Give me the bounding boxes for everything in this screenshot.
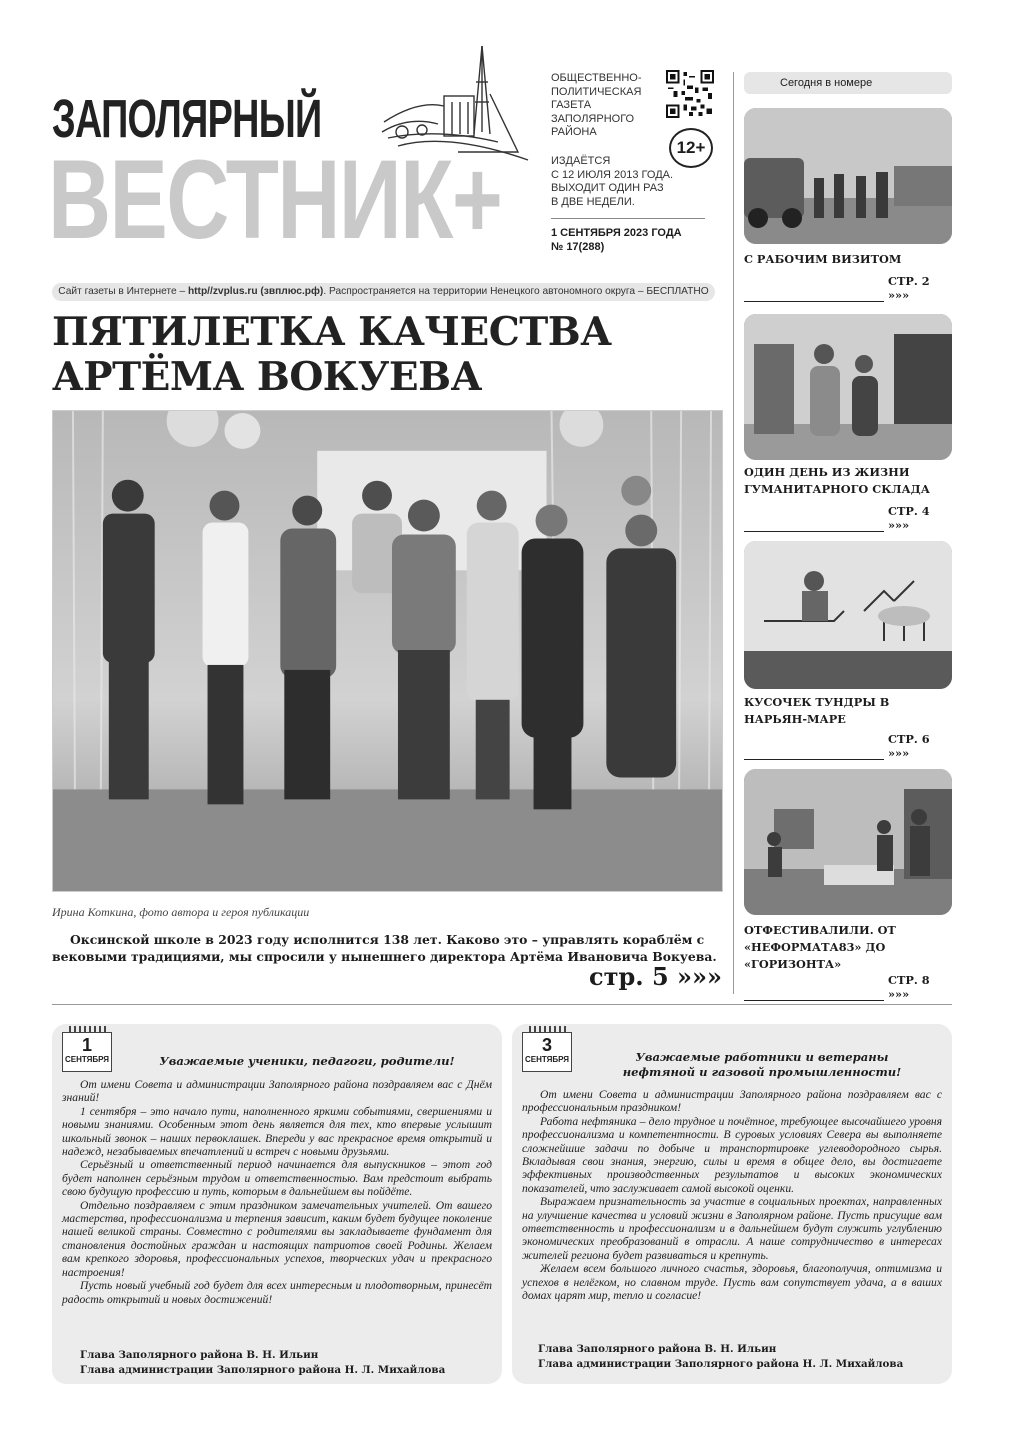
article-lead: Оксинской школе в 2023 году исполнится 138 лет. Каково это – управлять кораблём с вековыми традициями, мы спросили у нынешнего директора Артёма Ивановича Вокуева. xyxy=(52,932,717,964)
teaser-title[interactable]: ОТФЕСТИВАЛИЛИ. ОТ «НЕФОРМАТА83» ДО «ГОРИЗОНТА» xyxy=(744,923,896,971)
teaser-page-link[interactable] xyxy=(744,504,954,532)
greeting-signatures xyxy=(538,1342,948,1372)
logo-title-line1: ЗАПОЛЯРНЫЙ xyxy=(52,89,322,149)
site-url-link[interactable]: http//zvplus.ru (звплюс.рф) xyxy=(187,286,324,297)
issue-date: 1 СЕНТЯБРЯ 2023 ГОДА xyxy=(551,227,682,239)
pub-type-line: ЗАПОЛЯРНОГО xyxy=(551,112,635,125)
logo-tower-illustration xyxy=(378,42,530,164)
site-bar-prefix: Сайт газеты в Интернете – xyxy=(58,286,188,297)
greeting-text xyxy=(62,1078,492,1306)
calendar-day: 3 xyxy=(541,1035,552,1055)
section-divider xyxy=(52,1004,952,1005)
teaser-page-ref: СТР. 4 »»» xyxy=(888,504,930,532)
logo-title-line2: ВЕСТНИК+ xyxy=(48,137,502,262)
since-line: ИЗДАЁТСЯ xyxy=(551,155,611,167)
calendar-month: СЕНТЯБРЯ xyxy=(524,1055,570,1064)
greeting-paragraph: Серьёзный и ответственный период начинается для выпускников – этот год будет наполнен серьёзным трудом и ответственностью. Вам предстоит выбрать свою будущую профессию и путь, которым в дальнейшем вы пойдёте. xyxy=(62,1158,492,1199)
signature-line: Глава Заполярного района В. Н. Ильин xyxy=(80,1349,319,1361)
photo-caption: Ирина Коткина, фото автора и героя публикации xyxy=(52,905,310,919)
issue-info xyxy=(551,226,721,254)
website-bar xyxy=(52,283,715,301)
main-headline[interactable] xyxy=(52,310,722,400)
greeting-paragraph: Выражаем признательность за участие в социальных проектах, направленных на улучшение качества и условий жизни в Заполярном районе. Пусть присущие вам ответственность и профессионализм и в дальнейшем будут служить углублению экономических преобразований в отрасли. А наше сотрудничество в интересах жителей региона будет развиваться и крепнуть. xyxy=(522,1195,942,1262)
calendar-icon xyxy=(62,1032,112,1072)
greeting-paragraph: 1 сентября – это начало пути, наполненного яркими событиями, свершениями и новыми знаниями. Особенным этот день является для тех, кто впервые услышит школьный звонок – наших первоклашек. Впереди у вас прекрасное время открытий и надежд, незабываемых впечатлений и встреч с новыми друзьями. xyxy=(62,1104,492,1159)
greeting-paragraph: Желаем всем большого личного счастья, здоровья, благополучия, оптимизма и успехов в нелёгком, но славном труде. Пусть вам сопутствует удача, а в ваших домах царят мир, тепло и согласие! xyxy=(522,1262,942,1303)
publication-since xyxy=(551,155,711,209)
greeting-signatures xyxy=(80,1348,490,1378)
headline-line: АРТЁМА ВОКУЕВА xyxy=(52,354,482,400)
continue-page-link[interactable]: стр. 5 »»» xyxy=(588,962,722,991)
headline-line: ПЯТИЛЕТКА КАЧЕСТВА xyxy=(52,309,612,355)
column-divider xyxy=(733,72,734,994)
greeting-text xyxy=(522,1088,942,1303)
calendar-icon xyxy=(522,1032,572,1072)
greeting-box-oil-gas-day xyxy=(512,1024,952,1384)
pub-type-line: ОБЩЕСТВЕННО- xyxy=(551,72,642,84)
site-bar-suffix: . Распространяется на территории Ненецкого автономного округа – БЕСПЛАТНО xyxy=(323,286,709,297)
teaser-photo-festival[interactable] xyxy=(744,769,952,915)
publication-type xyxy=(551,72,661,140)
signature-line: Глава Заполярного района В. Н. Ильин xyxy=(538,1343,777,1355)
teaser-page-link[interactable] xyxy=(744,732,954,760)
pub-type-line: ГАЗЕТА xyxy=(551,99,592,111)
main-group-photo[interactable] xyxy=(52,410,723,892)
greeting-title-line: Уважаемые работники и ветераны xyxy=(635,1050,889,1064)
pub-type-line: ПОЛИТИЧЕСКАЯ xyxy=(551,85,642,98)
since-line: С 12 ИЮЛЯ 2013 ГОДА. xyxy=(551,168,674,181)
greeting-paragraph: Пусть новый учебный год будет для всех интересным и плодотворным, принесёт радость открытий и новых достижений! xyxy=(62,1279,492,1306)
teaser-photo-tundra[interactable] xyxy=(744,541,952,689)
teaser-photo-warehouse[interactable] xyxy=(744,314,952,460)
teaser-title[interactable]: ОДИН ДЕНЬ ИЗ ЖИЗНИ ГУМАНИТАРНОГО СКЛАДА xyxy=(744,465,930,496)
calendar-month: СЕНТЯБРЯ xyxy=(64,1055,110,1064)
in-this-issue-header: Сегодня в номере xyxy=(744,72,952,94)
greeting-paragraph: Отдельно поздравляем с этим праздником замечательных учителей. От вашего мастерства, профессионализма и терпения зависит, каким будет будущее поколение нашей великой страны. Совместно с родителями вы закладываете фундамент для становления достойных граждан и настоящих патриотов своей Родины. Желаем вам крепкого здоровья, профессиональных успехов, творческих удач и прекрасного настроения! xyxy=(62,1198,492,1279)
greeting-paragraph: Работа нефтяника – дело трудное и почётное, требующее высочайшего уровня профессионализма и компетентности. В суровых условиях Севера вы выполняете сложнейшие задачи по добыче и транспортировке углеводородного сырья. Вкладывая свои знания, энергию, силы и время в общее дело, вы достигаете эффективных производственных результатов и высоких экономических показателей, что заслуживает самой высокой оценки. xyxy=(522,1114,942,1195)
issue-number: № 17(288) xyxy=(551,241,605,253)
greeting-box-teachers-day xyxy=(52,1024,502,1384)
teaser-page-link[interactable] xyxy=(744,973,954,1001)
teaser-page-ref: СТР. 6 »»» xyxy=(888,732,930,760)
divider xyxy=(551,218,705,219)
calendar-day: 1 xyxy=(81,1035,92,1055)
greeting-title-line: нефтяной и газовой промышленности! xyxy=(622,1065,902,1079)
greeting-paragraph: От имени Совета и администрации Заполярного района поздравляем вас с профессиональным праздником! xyxy=(522,1088,942,1115)
signature-line: Глава администрации Заполярного района Н. Л. Михайлова xyxy=(538,1358,904,1370)
pub-type-line: РАЙОНА xyxy=(551,126,597,138)
greeting-title xyxy=(582,1050,942,1080)
teaser-page-ref: СТР. 2 »»» xyxy=(888,274,930,302)
greeting-title: Уважаемые ученики, педагоги, родители! xyxy=(159,1054,455,1068)
signature-line: Глава администрации Заполярного района Н. Л. Михайлова xyxy=(80,1364,446,1376)
teaser-page-link[interactable] xyxy=(744,274,954,302)
greeting-paragraph: От имени Совета и администрации Заполярного района поздравляем вас с Днём знаний! xyxy=(62,1078,492,1105)
teaser-page-ref: СТР. 8 »»» xyxy=(888,973,930,1001)
age-rating-badge: 12+ xyxy=(669,128,713,168)
teaser-title[interactable]: С РАБОЧИМ ВИЗИТОМ xyxy=(744,252,902,266)
teaser-title[interactable]: КУСОЧЕК ТУНДРЫ В НАРЬЯН-МАРЕ xyxy=(744,695,890,726)
since-line: ВЫХОДИТ ОДИН РАЗ xyxy=(551,182,664,194)
teaser-photo-work-visit[interactable] xyxy=(744,108,952,244)
since-line: В ДВЕ НЕДЕЛИ. xyxy=(551,195,635,208)
qr-code-icon[interactable] xyxy=(666,70,714,118)
